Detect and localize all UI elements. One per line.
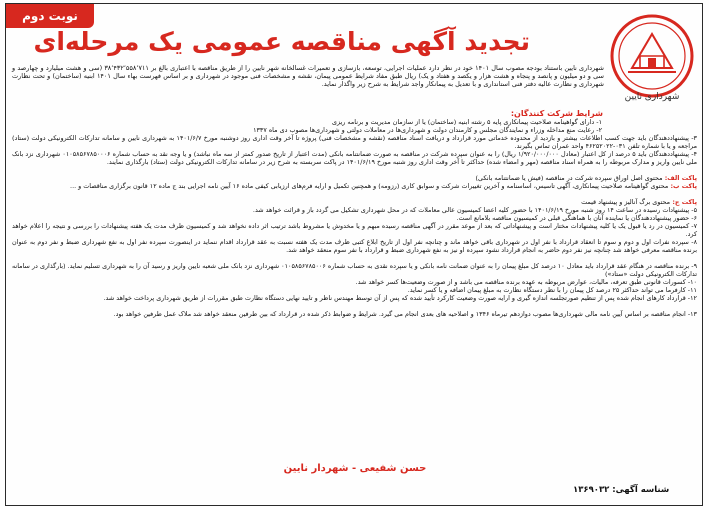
condition-text: ۶- حضور پیشنهاددهندگان یا نماینده آنان با هماهنگی قبلی در کمیسیون مناقصه بلامانع است. [456, 214, 697, 222]
condition-item [12, 206, 697, 214]
condition-item [12, 310, 697, 318]
condition-item [12, 222, 697, 238]
condition-text: ۲- رعایت منع مداخله وزراء و نمایندگان مجلس و کارمندان دولت و شهرداری‌ها در معاملات دولتی و شهرداری‌ها مصوب دی ماه ۱۳۳۷ [253, 126, 602, 134]
condition-text: محتوی برگ آنالیز و پیشنهاد قیمت [581, 198, 671, 206]
condition-text: ۹- برنده مناقصه در هنگام عقد قرارداد باید معادل ۱۰ درصد کل مبلغ پیمان را به عنوان ضمانت نامه بانکی و یا سپرده نقدی به حساب شماره ۰۱۰۵۸۵۶۷۸۵۰۰۶ شهرداری نزد بانک ملی شعبه نایین واریز و رسید آن را به شهرداری تسلیم نماید. (بارگذاری در سامانه تدارکات الکترونیکی دولت «ستاد») [12, 262, 697, 279]
logo-caption: شهرداری نایین [624, 92, 680, 102]
condition-item [12, 174, 697, 182]
condition-text: ۱- دارای گواهینامه صلاحیت پیمانکاری پایه ۵ رشته ابنیه (ساختمان) یا از سازمان مدیریت و برنامه ریزی [332, 118, 602, 126]
condition-label: پاکت ج: [670, 198, 697, 206]
condition-item [12, 126, 602, 134]
ad-number: شناسه آگهی: ۱۳۶۹۰۳۲ [573, 485, 670, 495]
condition-text: ۸- سپرده نفرات اول و دوم و سوم تا انعقاد قرارداد با نفر اول در شهرداری باقی خواهد ماند و چنانچه نفر اول از تاریخ ابلاغ کتبی ظرف مدت یک هفته نسبت به عقد قرارداد اقدام ننماید در اینصورت سپرده نفر اول به نفع شهرداری ضبط و نفر دوم به عنوان برنده مناقصه معرفی خواهد شد چنانچه نیز نفر دوم حاضر به انجام قرارداد نشود سپرده او نیز به نفع شهرداری ضبط و قرارداد با نفر سوم منعقد خواهد شد. [12, 238, 697, 255]
condition-text: ۱۱- کارفرما می تواند حداکثر ۲۵ درصد کل پیمان را با نظر دستگاه نظارت به مبلغ پیمان اضافه و یا کسر نماید. [407, 286, 697, 294]
signer: حسن شفیعی - شهردار نایین [283, 463, 427, 474]
condition-label: پاکت ب: [668, 182, 697, 190]
condition-item [12, 134, 697, 150]
condition-item [12, 286, 697, 294]
condition-item [12, 198, 697, 206]
condition-text: ۱۲- قرارداد کارهای انجام شده پس از تنظیم صورتجلسه اندازه گیری و ارایه صورت وضعیت کارکرد تأیید شده که پس از آن توسط مهندس ناظر و تایید نهایی دستگاه نظارت طبق مقررات از طریق شهرداری پرداخت خواهد شد. [103, 294, 697, 302]
condition-text: ۷- کمیسیون در رد یا قبول یک یا کلیه پیشنهادات مختار است و پیشنهاداتی که بعد از موعد مقرر در آگهی مناقصه رسیده مبهم و یا مخدوش یا مشروط باشد ترتیب اثر داده نخواهد شد و کمیسیون ظرف مدت یک هفته پیشنهادات را بررسی و نتیجه را اعلام خواهد کرد. [12, 222, 697, 239]
condition-item [12, 118, 602, 126]
condition-text: محتوی اصل اوراق سپرده شرکت در مناقصه (فیش یا ضمانتنامه بانکی) [475, 174, 663, 182]
conditions-heading: شرایط شرکت کنندگان: [510, 109, 603, 118]
condition-item [12, 238, 697, 254]
edition-badge: نوبت دوم [6, 4, 94, 28]
condition-text: ۳- پیشنهاددهندگان باید جهت کسب اطلاعات بیشتر و بازدید از محدوده خدماتی مورد قرارداد و دریافت اسناد مناقصه (نقشه و مشخصات فنی) پروژه تا آخر وقت اداری روز دوشنبه مورخ ۱۴۰۱/۶/۷ به شهرداری نایین و سامانه تدارکات الکترونیکی دولت (ستاد) مراجعه و یا با شماره تلفن ۰۳۱-۴۶۲۵۲۰۲۲ واحد عمران تماس بگیرند. [12, 134, 697, 151]
condition-item [12, 262, 697, 278]
condition-text: محتوی گواهینامه صلاحیت پیمانکاری، آگهی تاسیس، اساسنامه و آخرین تغییرات شرکت و سوابق کاری (رزومه) و همچنین تکمیل و ارایه فرم‌های ارزیابی کیفی ماده ۱۶ آیین نامه اجرایی بند ج ماده ۱۲ قانون برگزاری مناقصات و ... [70, 182, 669, 190]
condition-label: پاکت الف: [662, 174, 697, 182]
municipality-logo-icon [608, 12, 696, 100]
condition-item [12, 182, 697, 190]
condition-text: ۱۰- کسورات قانونی طبق تعرفه، مالیات، عوارض مربوطه به عهده برنده مناقصه می باشد و از صورت وضعیت‌ها کسر خواهد شد. [355, 278, 697, 286]
condition-text: ۴- پیشنهاددهندگان باید ۵ درصد از کل اعتبار (معادل ۱/۹۲۰/۰۰۰/۰۰۰ ریال) را به عنوان سپرده شرکت در مناقصه به صورت ضمانتنامه بانکی (مدت اعتبار از تاریخ صدور کمتر از سه ماه نباشد) و یا وجه نقد به حساب شماره ۰۱۰۵۸۵۶۷۸۵۰۰۰۶ شهرداری نزد بانک ملی نایین واریز و مدارک مربوطه را به همراه اسناد مناقصه (مهر و امضاء شده) حداکثر تا آخر وقت اداری روز شنبه مورخ ۱۴۰۱/۶/۱۹ در پاکت سربسته به شرح زیر در سامانه تدارکات الکترونیکی دولت (ستاد) بارگذاری نمایند. [12, 150, 697, 167]
intro-text: شهرداری نایین باستناد بودجه مصوب سال ۱۴۰۱ خود در نظر دارد عملیات اجرایی، توسعه، بازسازی و تعمیرات غسالخانه شهر نایین را از طریق مناقصه با اعتباری بالغ بر ۳۸٬۴۳۲٬۵۵۸٬۷۱۱ (سی و هشت میلیارد و چهارصد و سی و دو میلیون و پانصد و پنجاه و هشت هزار و یکصد و هفتاد و یک) ریال طبق مفاد شرایط عمومی پیمان، نقشه و مشخصات فنی موجود در شهرداری و بر اساس فهرست بهاء سال ۱۴۰۱ ابنیه (ساختمان) و تحت نظارت شهرداری و نظارت عالیه دفتر فنی استانداری و با تعدیل به پیمانکار واجد شرایط به شرح زیر واگذار نماید. [12, 64, 604, 89]
condition-text: ۱۳- انجام مناقصه بر اساس آیین نامه مالی شهرداری‌ها مصوب دوازدهم تیرماه ۱۳۴۶ و اصلاحیه های بعدی انجام می گیرد. شرایط و ضوابط ذکر شده در قرارداد که بین طرفین منعقد خواهد شد ملاک عمل طرفین خواهد بود. [113, 310, 697, 318]
condition-text: ۵- پیشنهادات رسیده در ساعت ۱۴ روز شنبه مورخ ۱۴۰۱/۶/۱۹ با حضور کلیه اعضا کمیسیون عالی معاملات که در محل شهرداری تشکیل می گردد باز و قرائت خواهد شد. [252, 206, 697, 214]
condition-item [12, 150, 697, 166]
page-title: تجدید آگهی مناقصه عمومی یک مرحله‌ای [33, 27, 530, 56]
intro-paragraph [12, 64, 604, 88]
condition-item [12, 294, 697, 302]
condition-item [12, 278, 697, 286]
condition-item [12, 214, 697, 222]
